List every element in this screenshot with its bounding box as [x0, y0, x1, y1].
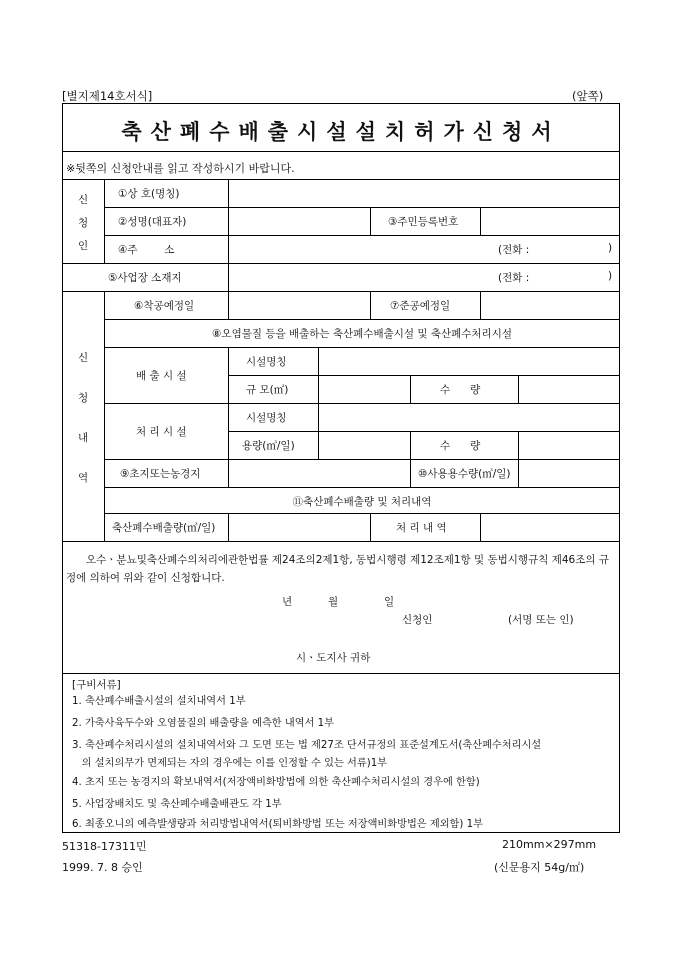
applicant-sign-label: 신청인: [402, 614, 433, 626]
doc-item: 1. 축산폐수배출시설의 설치내역서 1부: [72, 696, 246, 707]
discharge-facility-label: 배 출 시 설: [136, 370, 187, 382]
water-usage-label: ⑩사용용수량(㎥/일): [418, 468, 511, 480]
details-label-4: 역: [78, 472, 89, 484]
site-label: ⑤사업장 소재지: [108, 272, 182, 284]
doc-item: 5. 사업장배치도 및 축산폐수배출배관도 각 1부: [72, 799, 282, 810]
date-day: 일: [384, 596, 395, 608]
name-label: ①상 호(명칭): [118, 188, 180, 200]
documents-title: [구비서류]: [72, 679, 121, 691]
capacity-label: 용량(㎥/일): [242, 440, 295, 452]
address-phone-close: ): [608, 242, 613, 254]
rep-label: ②성명(대표자): [118, 216, 187, 228]
recipient: 시ㆍ도지사 귀하: [296, 652, 371, 664]
discharge-quantity-label: 수 량: [440, 384, 481, 396]
site-phone-label: (전화 :: [498, 272, 530, 284]
applicant-label-1: 신: [78, 194, 89, 206]
approval-date: 1999. 7. 8 승인: [62, 861, 143, 874]
doc-item: 의 설치의무가 면제되는 자의 경우에는 이를 인정할 수 있는 서류)1부: [72, 758, 388, 769]
instruction-note: ※뒷쪽의 신청안내를 읽고 작성하시기 바랍니다.: [66, 162, 295, 175]
doc-item: 3. 축산폐수처리시설의 설치내역서와 그 도면 또는 법 제27조 단서규정의 표준설계도서(축산폐수처리시설: [72, 740, 542, 751]
declaration-text: 오수ㆍ분뇨및축산폐수의처리에관한법률 제24조의2제1항, 동법시행령 제12조제1항 및 동법시행규칙 제46조의 규정에 의하여 위와 같이 신청합니다.: [66, 554, 609, 584]
signature-label: (서명 또는 인): [508, 614, 574, 626]
applicant-label-2: 청: [78, 217, 89, 229]
discharge-amount-label: 축산폐수배출량(㎥/일): [112, 522, 216, 534]
page-side: (앞쪽): [572, 89, 604, 103]
facilities-header: ⑧오염물질 등을 배출하는 축산폐수배출시설 및 축산폐수처리시설: [212, 328, 512, 340]
treatment-facility-label: 처 리 시 설: [136, 426, 187, 438]
farmland-label: ⑨초지또는농경지: [120, 468, 201, 480]
paper-type: (신문용지 54g/㎡): [494, 861, 585, 874]
treatment-detail-label: 처 리 내 역: [396, 522, 447, 534]
details-label-3: 내: [78, 432, 89, 444]
details-label-1: 신: [78, 352, 89, 364]
scale-label: 규 모(㎡): [246, 384, 289, 396]
treatment-name-label: 시설명칭: [246, 412, 287, 424]
form-code: 51318-17311민: [62, 840, 147, 853]
address-phone-label: (전화 :: [498, 244, 530, 256]
start-date-label: ⑥착공예정일: [134, 300, 195, 312]
date-month: 월: [328, 596, 339, 608]
doc-item: 6. 최종오니의 예측발생량과 처리방법내역서(퇴비화방법 또는 저장액비화방법은 제외함) 1부: [72, 819, 483, 830]
site-phone-close: ): [608, 270, 613, 282]
address-label: ④주 소: [118, 244, 175, 256]
id-label: ③주민등록번호: [388, 216, 459, 228]
discharge-name-label: 시설명칭: [246, 356, 287, 368]
treatment-quantity-label: 수 량: [440, 440, 481, 452]
doc-item: 4. 초지 또는 농경지의 확보내역서(저장액비화방법에 의한 축산폐수처리시설의 경우에 한함): [72, 777, 480, 788]
doc-item: 2. 가축사육두수와 오염물질의 배출량을 예측한 내역서 1부: [72, 718, 334, 729]
discharge-header: ⑪축산폐수배출량 및 처리내역: [292, 496, 432, 508]
form-title: 축산폐수배출시설설치허가신청서: [121, 119, 561, 144]
paper-size: 210mm×297mm: [502, 838, 597, 851]
form-number: [별지제14호서식]: [62, 89, 153, 103]
applicant-label-3: 인: [78, 240, 89, 252]
date-year: 년: [282, 596, 293, 608]
finish-date-label: ⑦준공예정일: [390, 300, 451, 312]
details-label-2: 청: [78, 392, 89, 404]
